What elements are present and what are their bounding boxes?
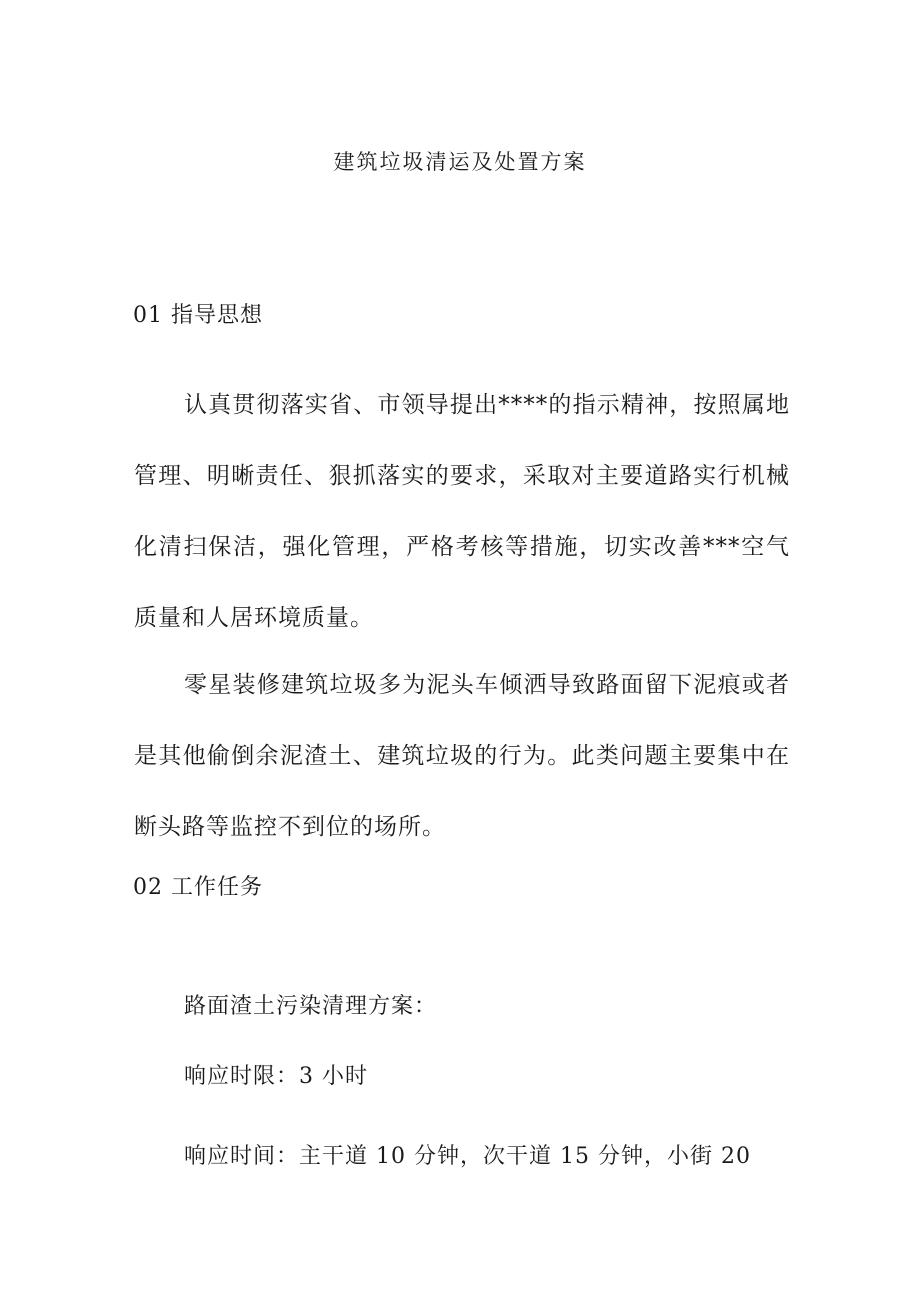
paragraph-guiding-ideology-1: 认真贯彻落实省、市领导提出****的指示精神，按照属地管理、明晰责任、狠抓落实的要求，采取对主要道路实行机械化清扫保洁，强化管理，严格考核等措施，切实改善***空气质量和人居环境质量。 bbox=[134, 392, 790, 631]
work-task-line-cleanup-plan: 路面渣土污染清理方案： bbox=[184, 994, 438, 1019]
work-task-line-response-limit: 响应时限：3 小时 bbox=[184, 1064, 368, 1089]
section-heading-work-tasks: 02 工作任务 bbox=[133, 875, 263, 900]
work-task-line-response-time: 响应时间：主干道 10 分钟，次干道 15 分钟，小街 20 bbox=[184, 1144, 751, 1169]
paragraph-guiding-ideology-2: 零星装修建筑垃圾多为泥头车倾洒导致路面留下泥痕或者是其他偷倒余泥渣土、建筑垃圾的行为。此类问题主要集中在断头路等监控不到位的场所。 bbox=[134, 672, 790, 840]
document-title: 建筑垃圾清运及处置方案 bbox=[333, 150, 587, 174]
section-heading-guiding-ideology: 01 指导思想 bbox=[133, 303, 263, 328]
